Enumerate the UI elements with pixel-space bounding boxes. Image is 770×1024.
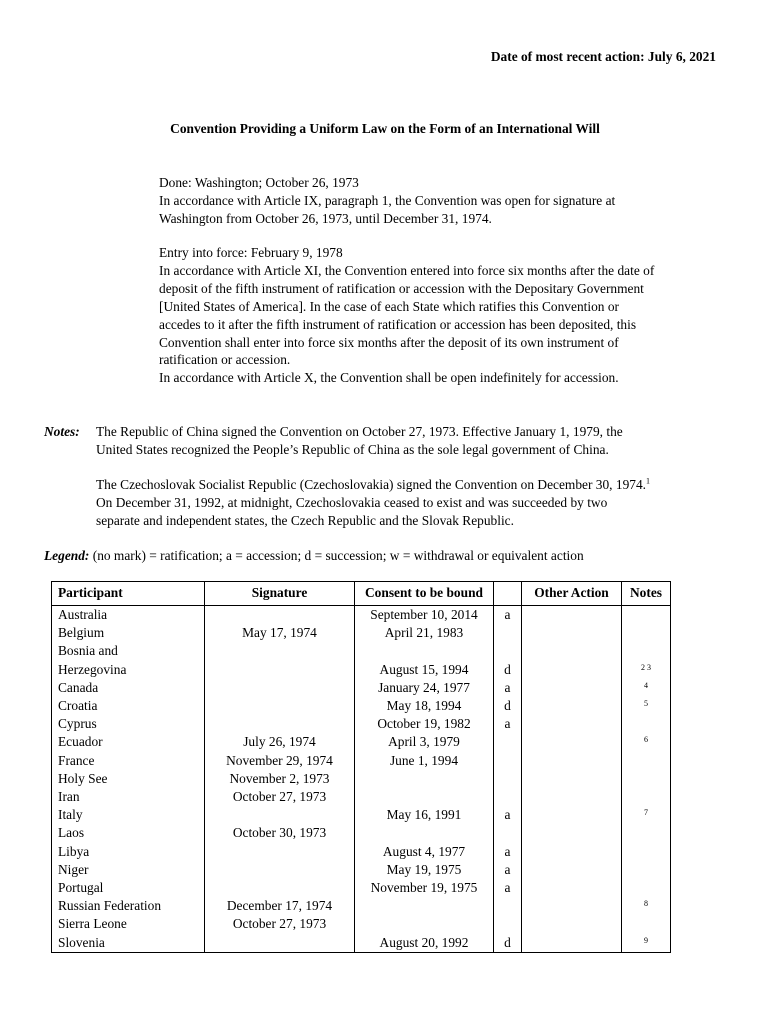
done-line: Done: Washington; October 26, 1973 [159, 175, 359, 190]
footnote-ref-cell [622, 606, 671, 625]
table-row [52, 679, 671, 697]
notes-line: United States recognized the People’s Republic of China as the sole legal government of China. [96, 441, 609, 457]
table-row [52, 861, 671, 879]
signature-cell [205, 715, 355, 733]
table-row [52, 843, 671, 861]
footnote-ref-cell [622, 843, 671, 861]
participant-cell: Laos [52, 824, 205, 842]
signature-cell: October 27, 1973 [205, 915, 355, 933]
signature-cell [205, 697, 355, 715]
notes-text: The Czechoslovak Socialist Republic (Czechoslovakia) signed the Convention on December 30, 1974. [96, 477, 646, 492]
participant-cell: Herzegovina [52, 661, 205, 679]
table-row [52, 642, 671, 660]
action-type-cell: d [494, 661, 522, 679]
other-action-cell [522, 606, 622, 625]
table-row [52, 915, 671, 933]
participant-cell: Iran [52, 788, 205, 806]
other-action-cell [522, 697, 622, 715]
other-action-cell [522, 770, 622, 788]
footnote-ref-cell [622, 824, 671, 842]
participant-cell: Canada [52, 679, 205, 697]
footnote-ref-cell [622, 752, 671, 770]
signature-cell: May 17, 1974 [205, 624, 355, 642]
table-row [52, 806, 671, 824]
other-action-cell [522, 843, 622, 861]
table-row [52, 715, 671, 733]
other-action-cell [522, 879, 622, 897]
consent-cell [355, 770, 494, 788]
action-type-cell: a [494, 861, 522, 879]
action-type-cell [494, 897, 522, 915]
consent-cell: October 19, 1982 [355, 715, 494, 733]
header-type [494, 582, 522, 606]
notes-line: separate and independent states, the Czech Republic and the Slovak Republic. [96, 512, 514, 528]
signature-cell: October 27, 1973 [205, 788, 355, 806]
footnote-ref-cell [622, 715, 671, 733]
other-action-cell [522, 788, 622, 806]
signature-cell [205, 879, 355, 897]
signature-cell: November 2, 1973 [205, 770, 355, 788]
consent-cell: May 16, 1991 [355, 806, 494, 824]
consent-cell: August 15, 1994 [355, 661, 494, 679]
consent-cell [355, 897, 494, 915]
legend-label: Legend: [44, 548, 90, 563]
consent-cell: April 3, 1979 [355, 733, 494, 751]
footnote-ref-cell[interactable]: 5 [622, 697, 671, 715]
table-row [52, 788, 671, 806]
other-action-cell [522, 806, 622, 824]
entry-line: Entry into force: February 9, 1978 [159, 245, 343, 260]
entry-line: Convention shall enter into force six months after the deposit of its own instrument of [159, 334, 619, 350]
signature-cell: July 26, 1974 [205, 733, 355, 751]
table-row [52, 897, 671, 915]
done-line: In accordance with Article IX, paragraph 1, the Convention was open for signature at [159, 192, 616, 208]
signature-cell: December 17, 1974 [205, 897, 355, 915]
action-type-cell: a [494, 843, 522, 861]
notes-line [96, 476, 706, 494]
other-action-cell [522, 915, 622, 933]
action-type-cell: a [494, 806, 522, 824]
table-row [52, 879, 671, 897]
action-type-cell: d [494, 697, 522, 715]
participant-cell: France [52, 752, 205, 770]
action-type-cell [494, 915, 522, 933]
consent-cell: January 24, 1977 [355, 679, 494, 697]
other-action-cell [522, 824, 622, 842]
footnote-ref-cell[interactable]: 8 [622, 897, 671, 915]
participant-cell: Sierra Leone [52, 915, 205, 933]
footnote-ref-cell [622, 770, 671, 788]
entry-line: ratification or accession. [159, 352, 291, 368]
footnote-ref-cell [622, 915, 671, 933]
participant-cell: Italy [52, 806, 205, 824]
other-action-cell [522, 642, 622, 660]
consent-cell: May 18, 1994 [355, 697, 494, 715]
table-header-row [52, 582, 671, 606]
footnote-ref-1[interactable]: 1 [646, 476, 650, 486]
entry-line: In accordance with Article X, the Convention shall be open indefinitely for accession. [159, 370, 619, 386]
participant-cell: Russian Federation [52, 897, 205, 915]
participant-cell: Holy See [52, 770, 205, 788]
table-row [52, 733, 671, 751]
other-action-cell [522, 752, 622, 770]
signature-cell [205, 661, 355, 679]
action-type-cell: a [494, 606, 522, 625]
footnote-ref-cell [622, 861, 671, 879]
done-line: Washington from October 26, 1973, until December 31, 1974. [159, 210, 492, 226]
participant-cell: Cyprus [52, 715, 205, 733]
entry-line: accedes to it after the fifth instrument of ratification or accession has been deposited, this [159, 316, 637, 332]
other-action-cell [522, 679, 622, 697]
action-type-cell [494, 733, 522, 751]
participant-cell: Ecuador [52, 733, 205, 751]
notes-label: Notes: [44, 424, 80, 439]
action-type-cell [494, 624, 522, 642]
consent-cell [355, 824, 494, 842]
consent-cell: September 10, 2014 [355, 606, 494, 625]
entry-line: In accordance with Article XI, the Convention entered into force six months after the date of [159, 262, 655, 278]
other-action-cell [522, 733, 622, 751]
participant-cell: Portugal [52, 879, 205, 897]
signature-cell [205, 934, 355, 953]
action-type-cell [494, 770, 522, 788]
participant-cell: Slovenia [52, 934, 205, 953]
participant-cell: Niger [52, 861, 205, 879]
table-row [52, 770, 671, 788]
table-body [52, 606, 671, 953]
signature-cell [205, 861, 355, 879]
action-type-cell [494, 824, 522, 842]
consent-cell: August 4, 1977 [355, 843, 494, 861]
table-row [52, 934, 671, 953]
signature-cell [205, 679, 355, 697]
consent-cell: November 19, 1975 [355, 879, 494, 897]
other-action-cell [522, 897, 622, 915]
other-action-cell [522, 934, 622, 953]
notes-paragraph-china [96, 423, 706, 459]
header-signature: Signature [205, 582, 355, 606]
consent-cell: April 21, 1983 [355, 624, 494, 642]
done-section [159, 174, 729, 228]
consent-cell: August 20, 1992 [355, 934, 494, 953]
footnote-ref-cell[interactable]: 2 3 [622, 661, 671, 679]
document-title: Convention Providing a Uniform Law on the Form of an International Will [170, 121, 600, 136]
action-type-cell [494, 642, 522, 660]
entry-line: [United States of America]. In the case of each State which ratifies this Convention or [159, 298, 619, 314]
entry-into-force-section [159, 244, 729, 387]
signature-cell [205, 606, 355, 625]
table-row [52, 752, 671, 770]
header-participant: Participant [52, 582, 205, 606]
table-row [52, 606, 671, 625]
legend [44, 547, 584, 565]
signature-cell: November 29, 1974 [205, 752, 355, 770]
participant-cell: Croatia [52, 697, 205, 715]
action-type-cell [494, 788, 522, 806]
action-type-cell [494, 752, 522, 770]
table-row [52, 824, 671, 842]
date-of-recent-action: Date of most recent action: July 6, 2021 [490, 49, 716, 64]
footnote-ref-cell [622, 624, 671, 642]
footnote-ref-cell[interactable]: 7 [622, 806, 671, 824]
notes-paragraph-czechoslovakia [96, 476, 706, 530]
footnote-ref-cell [622, 788, 671, 806]
signature-cell [205, 843, 355, 861]
signature-cell: October 30, 1973 [205, 824, 355, 842]
legend-text: (no mark) = ratification; a = accession; d = succession; w = withdrawal or equivalent action [92, 548, 584, 563]
footnote-ref-cell [622, 879, 671, 897]
action-type-cell: a [494, 879, 522, 897]
header-consent: Consent to be bound [355, 582, 494, 606]
other-action-cell [522, 624, 622, 642]
notes-line: On December 31, 1992, at midnight, Czechoslovakia ceased to exist and was succeeded by two [96, 494, 608, 510]
action-type-cell: a [494, 679, 522, 697]
header-other-action: Other Action [522, 582, 622, 606]
other-action-cell [522, 661, 622, 679]
entry-line: deposit of the fifth instrument of ratification or accession with the Depositary Government [159, 280, 644, 296]
table-row [52, 661, 671, 679]
other-action-cell [522, 715, 622, 733]
action-type-cell: a [494, 715, 522, 733]
notes-line: The Republic of China signed the Convention on October 27, 1973. Effective January 1, 1979, the [96, 424, 623, 439]
footnote-ref-cell[interactable]: 6 [622, 733, 671, 751]
consent-cell: May 19, 1975 [355, 861, 494, 879]
table-row [52, 697, 671, 715]
other-action-cell [522, 861, 622, 879]
action-type-cell: d [494, 934, 522, 953]
footnote-ref-cell[interactable]: 9 [622, 934, 671, 953]
consent-cell [355, 915, 494, 933]
consent-cell [355, 642, 494, 660]
participant-cell: Libya [52, 843, 205, 861]
consent-cell: June 1, 1994 [355, 752, 494, 770]
footnote-ref-cell [622, 642, 671, 660]
participant-cell: Bosnia and [52, 642, 205, 660]
signature-cell [205, 642, 355, 660]
participants-table [51, 581, 671, 953]
header-notes: Notes [622, 582, 671, 606]
footnote-ref-cell[interactable]: 4 [622, 679, 671, 697]
participant-cell: Australia [52, 606, 205, 625]
table-row [52, 624, 671, 642]
participant-cell: Belgium [52, 624, 205, 642]
signature-cell [205, 806, 355, 824]
consent-cell [355, 788, 494, 806]
